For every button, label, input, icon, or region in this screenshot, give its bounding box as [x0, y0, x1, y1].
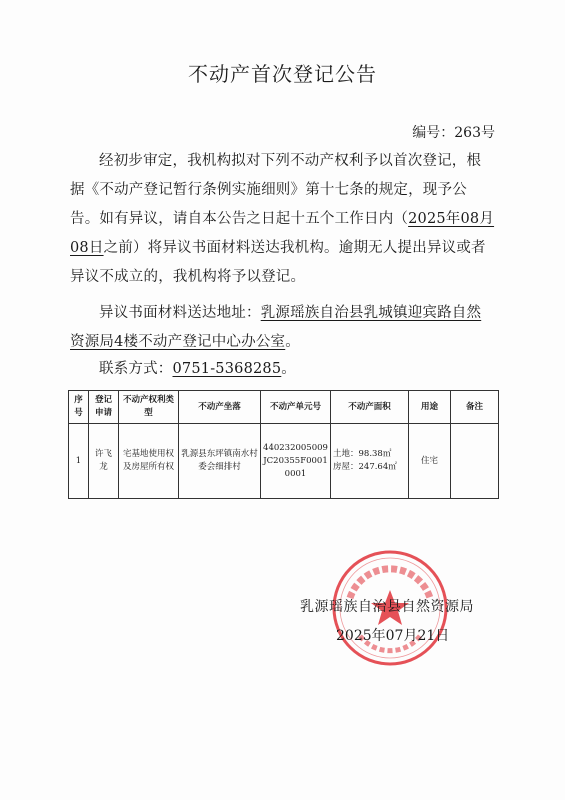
registration-table	[68, 390, 499, 499]
column-header: 序号	[69, 391, 89, 424]
contact-end: 。	[281, 361, 296, 377]
column-header: 不动产面积	[331, 391, 409, 424]
column-header: 不动产坐落	[179, 391, 261, 424]
address-label: 异议书面材料送达地址：	[99, 305, 261, 321]
column-header: 登记申请	[89, 391, 119, 424]
objection-deadline: 2025年08月08日	[70, 211, 495, 256]
document-number: 编号：263号	[412, 125, 495, 141]
cell-remark	[451, 424, 499, 499]
cell-area	[331, 424, 409, 499]
issue-date: 2025年07月21日	[336, 628, 450, 644]
issuing-organization: 乳源瑶族自治县自然资源局	[300, 599, 474, 615]
column-header: 不动产单元号	[261, 391, 331, 424]
column-header: 不动产权利类型	[119, 391, 179, 424]
delivery-address: 乳源瑶族自治县乳城镇迎宾路自然资源局4楼不动产登记中心办公室	[70, 305, 482, 350]
table-header-row	[69, 391, 499, 424]
contact-label: 联系方式：	[99, 361, 173, 377]
paragraph-text-b: 之前）将异议书面材料送达我机构。逾期无人提出异议或者异议不成立的，我机构将予以登记。	[70, 240, 486, 285]
cell-unit-no: 440232005009JC20355F00010001	[261, 424, 331, 499]
area-house: 房屋：247.64㎡	[333, 462, 397, 472]
announcement-paragraph	[70, 147, 495, 292]
page-title: 不动产首次登记公告	[188, 62, 377, 86]
column-header: 用途	[409, 391, 451, 424]
contact-phone: 0751-5368285	[172, 361, 282, 377]
cell-applicant: 许飞龙	[89, 424, 119, 499]
cell-location: 乳源县东坪镇南水村委会细排村	[179, 424, 261, 499]
address-paragraph	[70, 299, 495, 357]
contact-paragraph	[70, 355, 495, 384]
area-land: 土地：98.38㎡	[333, 449, 392, 459]
address-end: 。	[285, 334, 300, 350]
cell-right-type: 宅基地使用权及房屋所有权	[119, 424, 179, 499]
cell-use: 住宅	[409, 424, 451, 499]
cell-no: 1	[69, 424, 89, 499]
table-row	[69, 424, 499, 499]
paragraph-text-a: 经初步审定，我机构拟对下列不动产权利予以首次登记，根据《不动产登记暂行条例实施细则》第十七条的规定，现予公告。如有异议，请自本公告之日起十五个工作日内（	[70, 153, 482, 227]
column-header: 备注	[451, 391, 499, 424]
